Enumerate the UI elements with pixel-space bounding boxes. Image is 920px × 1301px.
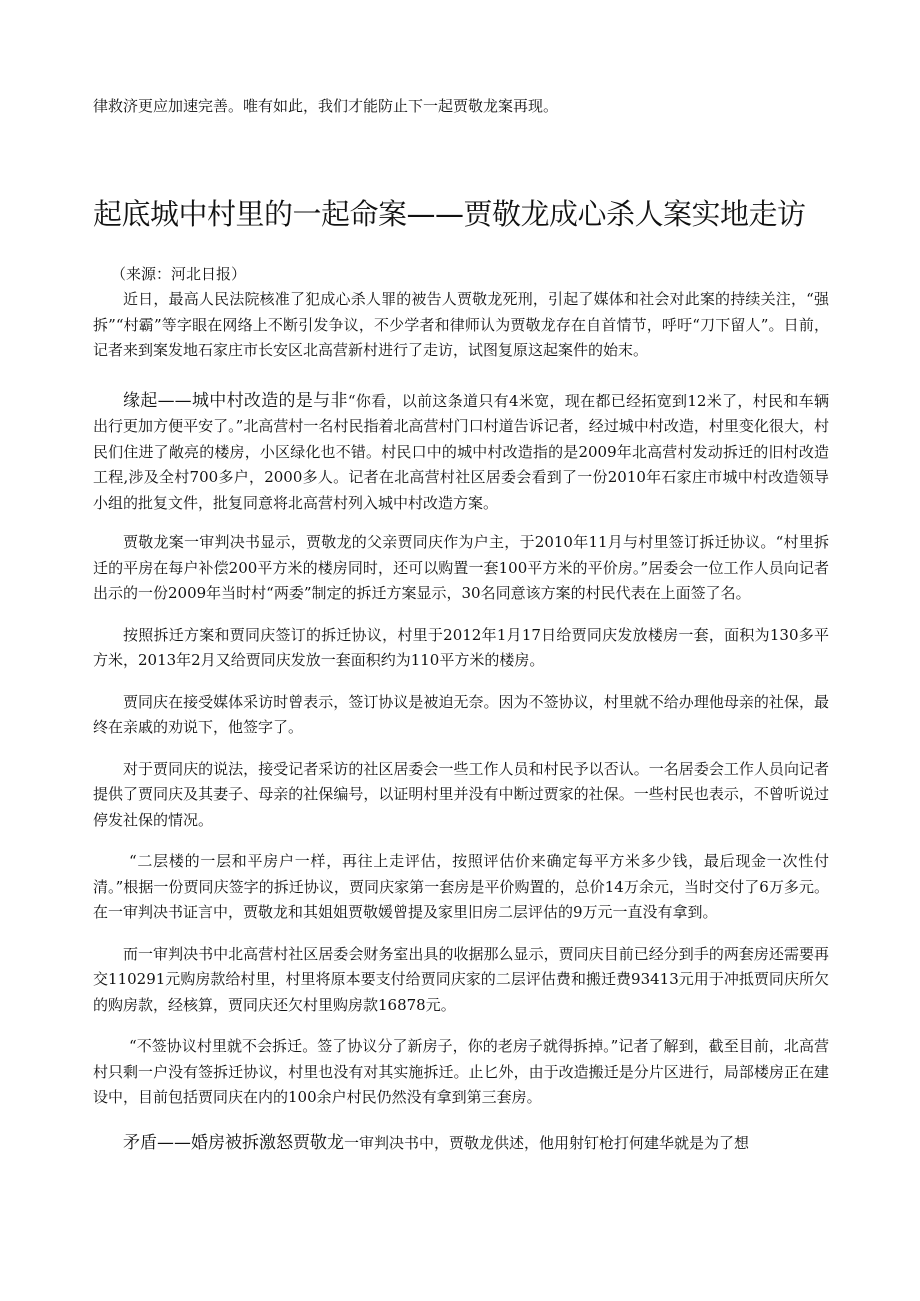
body-paragraph: 对于贾同庆的说法，接受记者采访的社区居委会一些工作人员和村民予以否认。一名居委会工作人员向记者提供了贾同庆及其妻子、母亲的社保编号，以证明村里并没有中断过贾家的社保。一些村民也表示，不曾听说过停发社保的情况。 [93, 759, 829, 829]
body-paragraph: “二层楼的一层和平房户一样，再往上走评估，按照评估价来确定每平方米多少钱，最后现金一次性付清。”根据一份贾同庆签字的拆迁协议，贾同庆家第一套房是平价购置的，总价14万余元，当时交付了6万多元。在一审判决书证言中，贾敬龙和其姐姐贾敬媛曾提及家里旧房二层评估的9万元一直没有拿到。 [93, 852, 829, 921]
section-1-text: “你看，以前这条道只有4米宽，现在都已经拓宽到12米了，村民和车辆出行更加方便平安了。”北高营村一名村民指着北高营村门口村道告诉记者，经过城中村改造，村里变化很大，村民们住进了敞亮的楼房，小区绿化也不错。村民口中的城中村改造指的是2009年北高营村发动拆迁的旧村改造工程,涉及全村700多户，2000多人。记者在北高营村社区居委会看到了一份2010年石家庄市城中村改造领导小组的批复文件，批复同意将北高营村列入城中村改造方案。 [93, 391, 829, 512]
body-paragraph: 贾敬龙案一审判决书显示，贾敬龙的父亲贾同庆作为户主，于2010年11月与村里签订拆迁协议。“村里拆迁的平房在每户补偿200平方米的楼房同时，还可以购置一套100平方米的平价房。”居委会一位工作人员向记者出示的一份2009年当时村“两委”制定的拆迁方案显示，30名同意该方案的村民代表在上面签了名。 [93, 533, 829, 602]
body-paragraph: 贾同庆在接受媒体采访时曾表示，签订协议是被迫无奈。因为不签协议，村里就不给办理他母亲的社保，最终在亲戚的劝说下，他签字了。 [93, 692, 829, 736]
article-source: （来源：河北日报） [111, 265, 247, 283]
body-paragraph: 按照拆迁方案和贾同庆签订的拆迁协议，村里于2012年1月17日给贾同庆发放楼房一套，面积为130多平方米，2013年2月又给贾同庆发放一套面积约为110平方米的楼房。 [93, 625, 829, 669]
body-paragraph: “不签协议村里就不会拆迁。签了协议分了新房子，你的老房子就得拆掉。”记者了解到，截至目前，北高营村只剩一户没有签拆迁协议，村里也没有对其实施拆迁。止匕外，由于改造搬迁是分片区进行，局部楼房正在建设中，目前包括贾同庆在内的100余户村民仍然没有拿到第三套房。 [93, 1037, 829, 1106]
section-2-heading: 矛盾——婚房被拆激怒贾敬龙 [123, 1132, 344, 1153]
section-1-heading: 缘起——城中村改造的是与非 [123, 390, 348, 411]
section-2-paragraph [93, 1131, 829, 1157]
previous-article-fragment: 律救济更应加速完善。唯有如此，我们才能防止下一起贾敬龙案再现。 [93, 97, 559, 115]
body-paragraph: 而一审判决书中北高营村社区居委会财务室出具的收据那么显示，贾同庆目前已经分到手的两套房还需要再交110291元购房款给村里，村里将原本要支付给贾同庆家的二层评估费和搬迁费93413元用于冲抵贾同庆所欠的购房款，经核算，贾同庆还欠村里购房款16878元。 [93, 944, 829, 1014]
lead-paragraph: 近日，最高人民法院核准了犯成心杀人罪的被告人贾敬龙死刑，引起了媒体和社会对此案的持续关注，“强拆”“村霸”等字眼在网络上不断引发争议，不少学者和律师认为贾敬龙存在自首情节，呼吁“刀下留人”。日前，记者来到案发地石家庄市长安区北高营新村进行了走访，试图复原这起案件的始末。 [93, 290, 829, 359]
article-body [93, 287, 829, 1156]
article-headline: 起底城中村里的一起命案——贾敬龙成心杀人案实地走访 [93, 197, 806, 231]
section-2-text: 一审判决书中，贾敬龙供述，他用射钉枪打何建华就是为了想 [344, 1133, 750, 1152]
section-1-paragraph [93, 389, 829, 517]
